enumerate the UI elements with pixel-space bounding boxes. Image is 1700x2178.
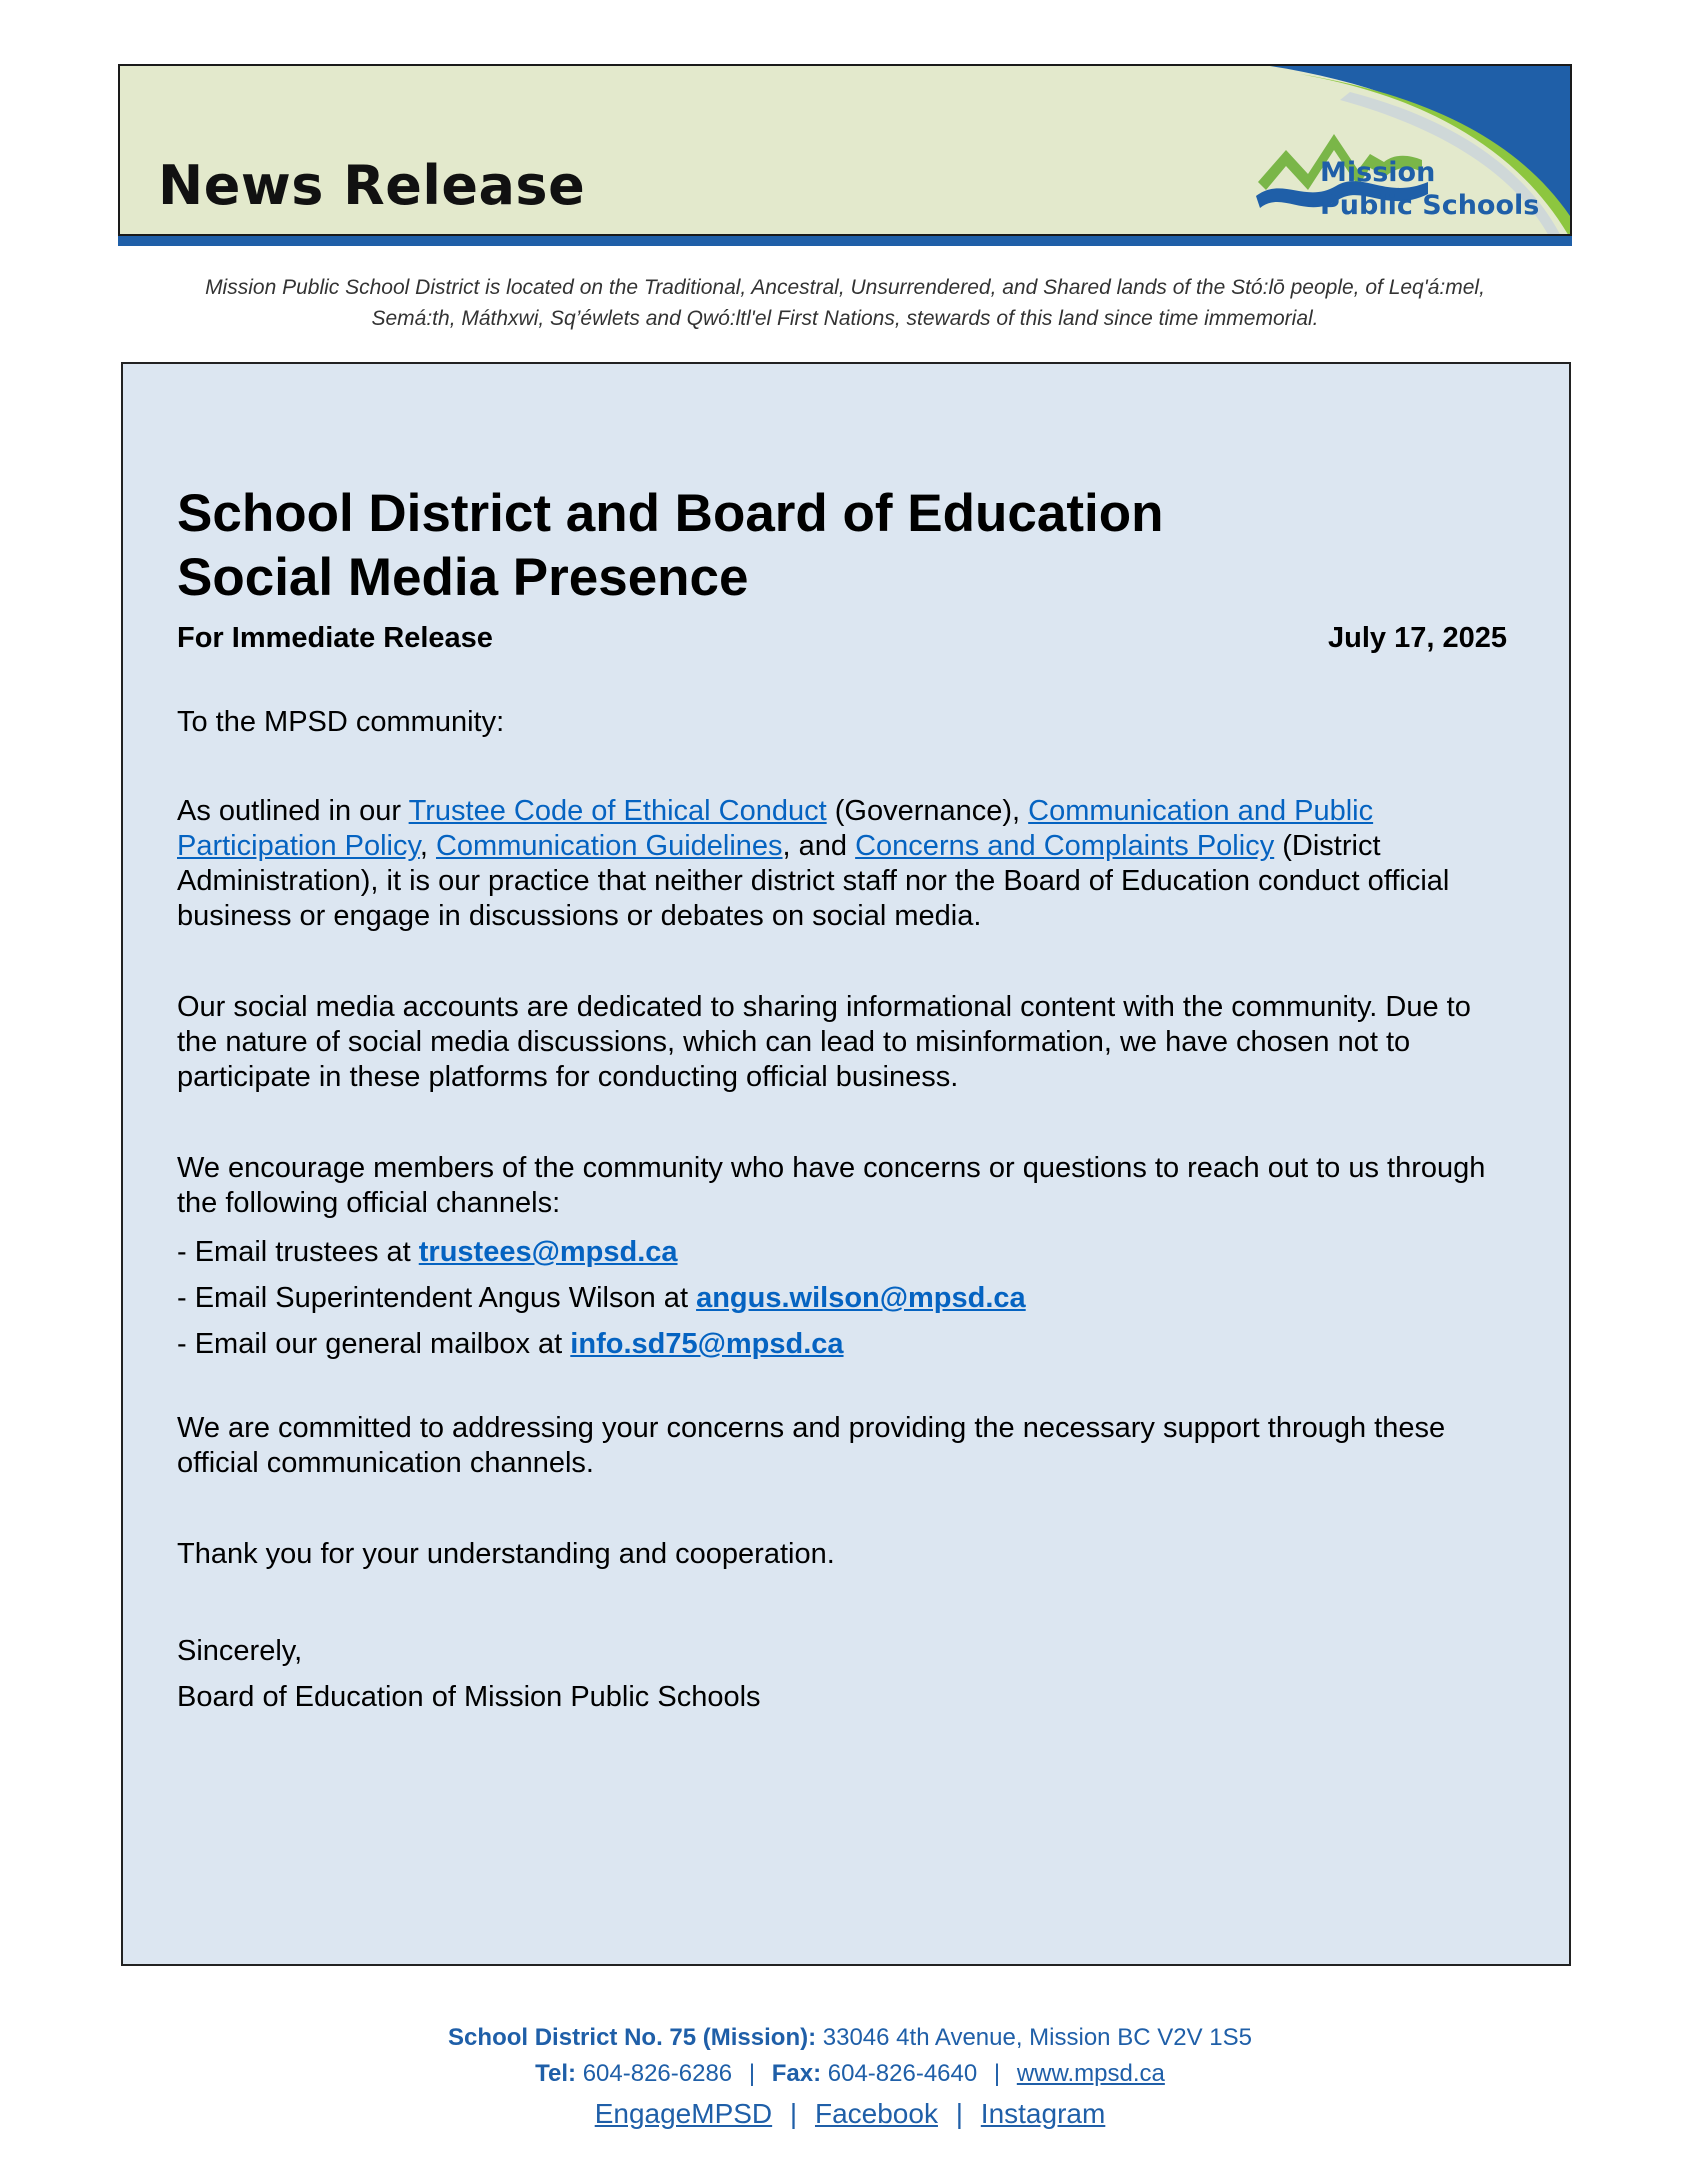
acknowledgement-line-1: Mission Public School District is located on the Traditional, Ancestral, Unsurrendered, and Shared lands of the Stó:lō people, of Leq'á:mel,	[205, 276, 1485, 299]
contact-prefix: - Email trustees at	[177, 1236, 419, 1268]
release-meta	[177, 622, 1507, 655]
link-communication-policy[interactable]: Communication and Public Participation Policy	[177, 795, 1374, 862]
headline-line-1: School District and Board of Education	[177, 484, 1164, 543]
list-item	[177, 1275, 1517, 1321]
footer	[0, 2020, 1700, 2134]
tel-number: 604-826-6286	[582, 2060, 733, 2087]
contact-list	[177, 1229, 1517, 1367]
email-link-superintendent[interactable]: angus.wilson@mpsd.ca	[696, 1282, 1026, 1314]
link-facebook[interactable]: Facebook	[814, 2098, 938, 2129]
paragraph-policies	[177, 794, 1517, 934]
link-instagram[interactable]: Instagram	[980, 2098, 1106, 2129]
p1-text-1: As outlined in our	[177, 795, 409, 827]
release-label: For Immediate Release	[177, 622, 493, 654]
logo-wordmark	[1320, 156, 1539, 222]
p1-text-4: , and	[782, 830, 856, 862]
footer-address-line	[0, 2020, 1700, 2056]
district-address: 33046 4th Avenue, Mission BC V2V 1S5	[822, 2024, 1252, 2051]
separator: |	[789, 2098, 798, 2129]
email-link-general-mailbox[interactable]: info.sd75@mpsd.ca	[570, 1328, 844, 1360]
paragraph-channels: We encourage members of the community who have concerns or questions to reach out to us through the following official channels:	[177, 1152, 1486, 1219]
link-communication-guidelines[interactable]: Communication Guidelines	[435, 830, 783, 862]
footer-social-links	[0, 2094, 1700, 2134]
release-content	[177, 482, 1517, 1720]
signoff: Sincerely,	[177, 1635, 303, 1667]
list-item	[177, 1229, 1517, 1275]
link-concerns-policy[interactable]: Concerns and Complaints Policy	[855, 830, 1275, 862]
banner-rule	[118, 236, 1572, 246]
release-date: July 17, 2025	[1328, 622, 1507, 654]
separator: |	[748, 2060, 756, 2087]
p1-text-3: ,	[419, 830, 436, 862]
tel-label: Tel:	[535, 2060, 577, 2087]
footer-contact-line	[0, 2056, 1700, 2092]
district-label: School District No. 75 (Mission):	[448, 2024, 817, 2051]
salutation: To the MPSD community:	[177, 706, 505, 738]
p1-text-2: (Governance),	[826, 795, 1029, 827]
website-link[interactable]: www.mpsd.ca	[1016, 2060, 1165, 2087]
land-acknowledgement	[118, 272, 1572, 334]
closing	[177, 1628, 1517, 1720]
logo-line-2: Public Schools	[1320, 190, 1540, 221]
page-title: News Release	[158, 154, 586, 217]
paragraph-social-media: Our social media accounts are dedicated to sharing informational content with the community. Due to the nature of social media discussions, which can lead to misinformation, we have chosen not to participate in these platforms for conducting official business.	[177, 991, 1471, 1093]
logo-line-1: Mission	[1320, 157, 1436, 188]
paragraph-commitment: We are committed to addressing your concerns and providing the necessary support through these official communication channels.	[177, 1412, 1446, 1479]
headline-line-2: Social Media Presence	[177, 548, 749, 607]
separator: |	[955, 2098, 964, 2129]
acknowledgement-line-2: Semá:th, Máthxwi, Sq’éwlets and Qwó:ltl'el First Nations, stewards of this land since time immemorial.	[371, 307, 1319, 330]
contact-prefix: - Email our general mailbox at	[177, 1328, 571, 1360]
release-body	[121, 362, 1571, 1966]
header-banner	[118, 64, 1572, 236]
p1-text-5: (District Administration), it is our practice that neither district staff nor the Board of Education conduct official business or engage in discussions or debates on social media.	[177, 830, 1450, 932]
release-headline	[177, 482, 1517, 610]
email-link-trustees[interactable]: trustees@mpsd.ca	[418, 1236, 678, 1268]
contact-prefix: - Email Superintendent Angus Wilson at	[177, 1282, 697, 1314]
list-item	[177, 1321, 1517, 1367]
fax-number: 604-826-4640	[827, 2060, 978, 2087]
separator: |	[993, 2060, 1001, 2087]
paragraph-thanks: Thank you for your understanding and cooperation.	[177, 1538, 835, 1570]
link-trustee-code[interactable]: Trustee Code of Ethical Conduct	[408, 795, 827, 827]
fax-label: Fax:	[771, 2060, 822, 2087]
signature: Board of Education of Mission Public Schools	[177, 1681, 761, 1713]
link-engagempsd[interactable]: EngageMPSD	[594, 2098, 773, 2129]
